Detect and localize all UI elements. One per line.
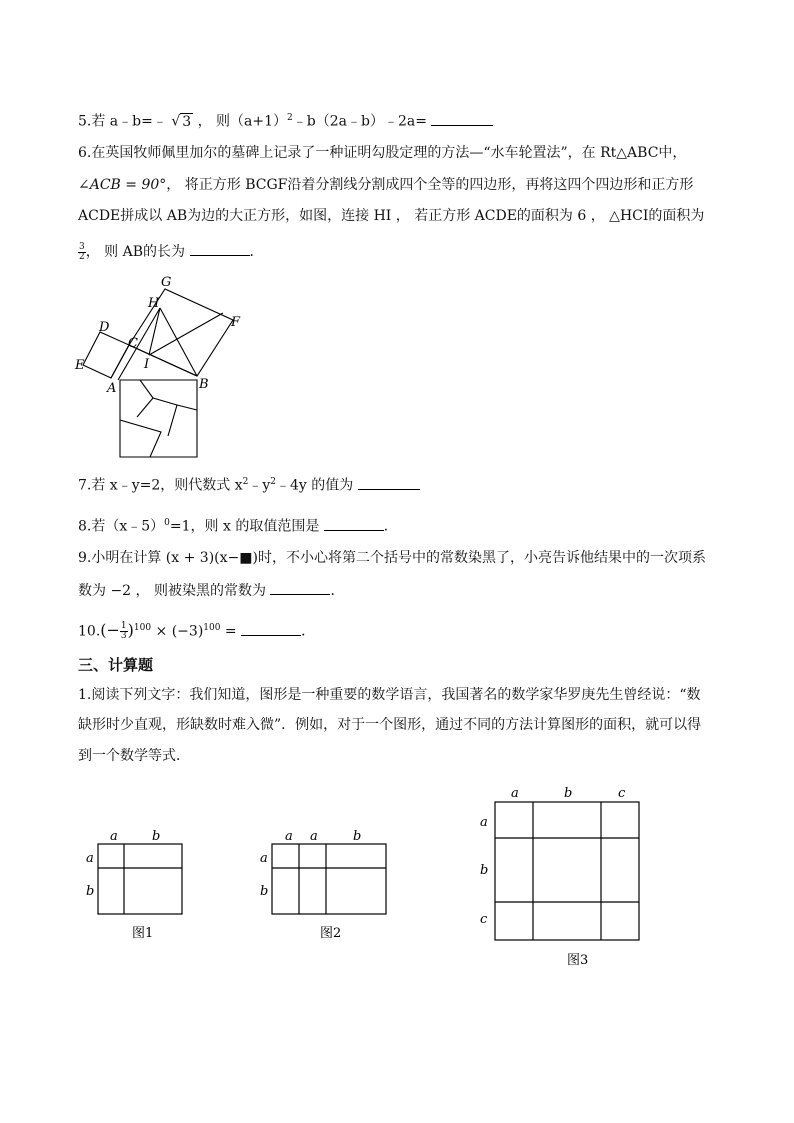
q5-answer-blank[interactable] (431, 111, 493, 126)
fig2-left-label-b: b (260, 884, 269, 899)
q5-text-b: ， 则（a+1） (197, 113, 288, 130)
q8-text-a: 8.若（x﹣5） (78, 518, 165, 535)
q8-period: ． (383, 518, 398, 535)
q5-exponent: 2 (287, 113, 293, 123)
piece-line-1 (120, 420, 161, 457)
big-square (120, 380, 197, 457)
q9-line-2 (78, 580, 344, 601)
q10-answer-blank[interactable] (241, 621, 301, 636)
q6-period: ． (249, 244, 264, 260)
q10-exponent-1: 100 (133, 623, 152, 633)
fig1-top-label-b: b (152, 829, 161, 844)
sqrt-radicand: 3 (182, 113, 192, 130)
fig3-left-label-c: c (480, 912, 488, 927)
q10-mid: × (−3) (151, 623, 204, 640)
fig3-outer-rect (495, 802, 639, 940)
figure-1 (80, 822, 200, 944)
q9-line-2-text: 数为 −2 ， 则被染黑的常数为 (78, 583, 266, 599)
q9-answer-blank[interactable] (270, 580, 330, 595)
c1-line-2: 缺形时少直观，形缺数时难入微”．例如，对于一个图形，通过不同的方法计算图形的面积，就可以得 (78, 717, 702, 733)
q6-line-2-text: ， 将正方形 BCGF沿着分割线分割成四个全等的四边形，再将这四个四边形和正方形 (166, 177, 694, 193)
line-h-b (160, 308, 197, 376)
question-5 (78, 108, 493, 132)
line-a-h (118, 308, 160, 380)
question-7 (78, 472, 420, 496)
q10-frac-den: 3 (120, 631, 127, 642)
fig3-left-label-a: a (480, 815, 488, 830)
fig3-top-label-c: c (618, 786, 626, 801)
line-h-i (149, 308, 160, 355)
label-f: F (231, 315, 241, 330)
q10-exponent-2: 100 (203, 623, 221, 633)
fig3-caption: 图3 (567, 953, 589, 968)
q10-number: 10. (78, 623, 101, 640)
label-g: G (161, 275, 172, 290)
q10-frac-num: 1 (120, 621, 127, 632)
figure-2 (253, 822, 393, 944)
fig2-outer-rect (272, 844, 386, 914)
figure-3 (474, 782, 654, 972)
fig3-top-label-b: b (564, 786, 573, 801)
q8-answer-blank[interactable] (324, 516, 384, 531)
q8-exponent: 0 (164, 518, 170, 528)
fig1-caption: 图1 (132, 926, 154, 941)
label-h: H (148, 296, 160, 311)
fig3-left-label-b: b (480, 863, 489, 878)
q6-line-4 (78, 241, 264, 262)
label-a: A (107, 381, 117, 396)
q6-frac-num: 3 (79, 241, 85, 252)
q7-text-c: ﹣4y 的值为 (276, 477, 354, 494)
label-c: C (128, 336, 138, 351)
q6-answer-blank[interactable] (190, 241, 250, 256)
small-square-acde (83, 332, 129, 378)
q9-period: ． (330, 583, 345, 599)
q5-number: 5. (78, 113, 92, 130)
fig2-top-label-a1: a (285, 829, 293, 844)
q9-line-1: 9.小明在计算 (x + 3)(x−■)时，不小心将第二个括号中的常数染黑了，小亮告诉他结果中的一次项系 (78, 550, 706, 566)
question-10: 10.(− $\frac{1}{3}$ )$^{100} \times (-3)^{100}$ = ． (78, 620, 316, 642)
q6-line-1: 6.在英国牧师佩里加尔的墓碑上记录了一种证明勾股定理的方法—“水车轮置法”，在 Rt△ABC中， (78, 145, 687, 161)
fig2-caption: 图2 (320, 926, 342, 941)
question-8 (78, 513, 398, 537)
fig2-top-label-b: b (353, 829, 362, 844)
fig1-left-label-b: b (86, 884, 95, 899)
q7-exponent-1: 2 (242, 477, 249, 487)
q8-text-b: =1，则 x 的取值范围是 (169, 518, 320, 535)
fig1-left-label-a: a (86, 851, 94, 866)
c1-line-3: 到一个数学等式． (78, 748, 190, 764)
q6-line-2 (78, 175, 693, 195)
c1-line-1: 1.阅读下列文字：我们知道，图形是一种重要的数学语言，我国著名的数学家华罗庚先生曾经说：“数 (78, 687, 701, 703)
fig2-top-label-a2: a (310, 829, 318, 844)
piece-line-2 (140, 380, 153, 398)
q10-period: ． (301, 623, 316, 640)
q6-line-4-text: ， 则 AB的长为 (85, 244, 186, 260)
q7-answer-blank[interactable] (358, 475, 420, 490)
label-i: I (144, 357, 150, 372)
q10-fraction (120, 622, 128, 641)
q6-line-3: ACDE拼成以 AB为边的大正方形，如图，连接 HI ， 若正方形 ACDE的面积为 6 ， △HCI的面积为 (78, 208, 705, 224)
side-ac (111, 345, 129, 378)
label-d: D (99, 320, 110, 335)
fig1-outer-rect (98, 844, 182, 914)
q6-fraction (78, 243, 86, 262)
q7-text-b: ﹣y (248, 477, 271, 494)
q6-angle: ∠ACB = 90° (78, 177, 167, 193)
q5-text-a: 若 a﹣b=﹣ (91, 113, 167, 130)
pythagoras-figure (70, 270, 250, 465)
piece-line-3 (137, 398, 153, 417)
line-i-f (149, 313, 223, 355)
label-e: E (75, 358, 85, 373)
q7-exponent-2: 2 (270, 477, 276, 487)
line-c-b (129, 345, 197, 376)
label-b: B (199, 377, 209, 392)
piece-line-5 (177, 405, 197, 410)
sqrt-symbol: √ 3 (171, 113, 192, 130)
fig2-left-label-a: a (260, 851, 268, 866)
q10-equals: = (220, 623, 242, 640)
section-title-calculation: 三、计算题 (78, 656, 154, 674)
fig1-top-label-a: a (110, 829, 118, 844)
q5-text-c: ﹣b（2a﹣b）﹣2a= (292, 113, 427, 130)
fig3-top-label-a: a (511, 786, 519, 801)
q7-text-a: 7.若 x﹣y=2，则代数式 x (78, 477, 243, 494)
q6-frac-den: 2 (79, 251, 85, 262)
